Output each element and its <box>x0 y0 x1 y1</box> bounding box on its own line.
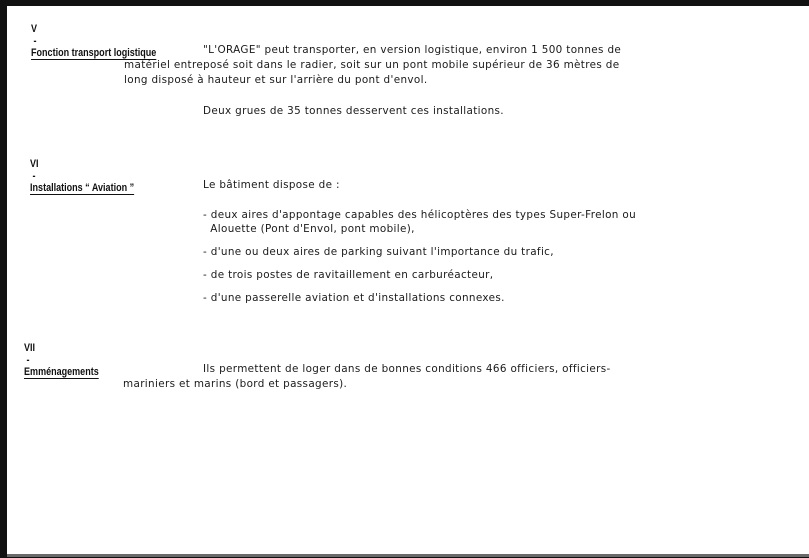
list-item-line: - d'une ou deux aires de parking suivant l'importance du trafic, <box>203 246 554 258</box>
section-title: Emménagements <box>24 366 99 378</box>
section-vii-heading <box>14 330 99 390</box>
intro-text: Le bâtiment dispose de : <box>203 179 340 191</box>
section-separator: - <box>26 354 30 366</box>
document-page <box>7 6 809 557</box>
section-number: V <box>31 23 38 35</box>
list-item-line: - d'une passerelle aviation et d'installations connexes. <box>203 292 505 304</box>
list-item-line: - deux aires d'appontage capables des hélicoptères des types Super-Frelon ou <box>203 209 637 221</box>
paragraph-line: Ils permettent de loger dans de bonnes conditions 466 officiers, officiers- <box>203 363 611 375</box>
paragraph-line: Deux grues de 35 tonnes desservent ces installations. <box>203 105 504 117</box>
section-separator: - <box>32 170 36 182</box>
list-item-line: Alouette (Pont d'Envol, pont mobile), <box>203 223 415 235</box>
paragraph-line: long disposé à hauteur et sur l'arrière du pont d'envol. <box>124 74 428 86</box>
paragraph-line: mariniers et marins (bord et passagers). <box>123 378 348 390</box>
section-number: VII <box>24 342 36 354</box>
section-vi-heading <box>20 146 134 206</box>
paragraph-line: "L'ORAGE" peut transporter, en version logistique, environ 1 500 tonnes de <box>203 44 622 56</box>
paragraph-line: matériel entreposé soit dans le radier, soit sur un pont mobile supérieur de 36 mètres de <box>124 59 620 71</box>
section-separator: - <box>33 35 37 47</box>
section-title: Installations “ Aviation ” <box>30 182 135 194</box>
list-item-line: - de trois postes de ravitaillement en carburéacteur, <box>203 269 494 281</box>
section-title: Fonction transport logistique <box>31 47 157 59</box>
section-number: VI <box>30 158 39 170</box>
